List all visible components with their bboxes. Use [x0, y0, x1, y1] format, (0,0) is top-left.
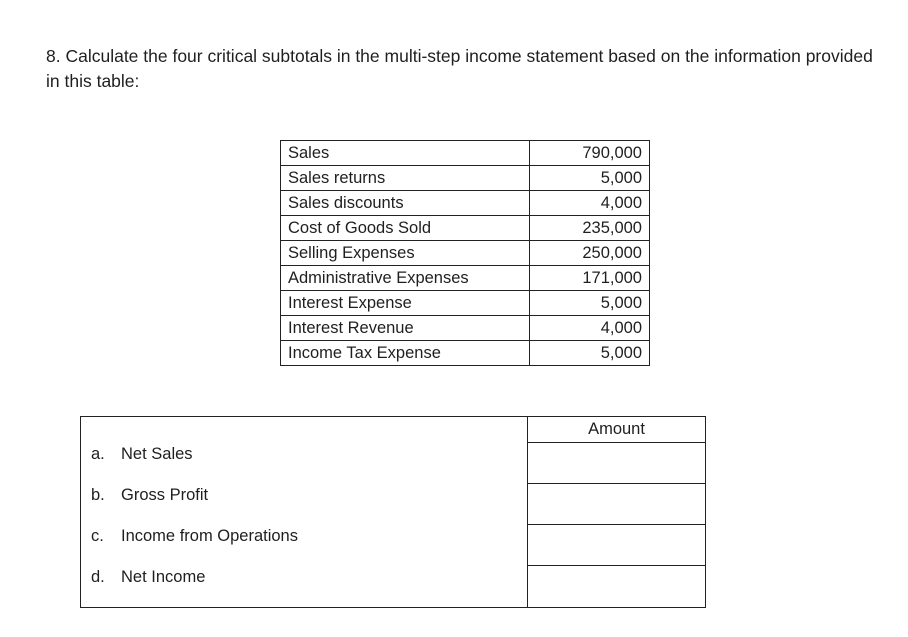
row-value: 4,000: [530, 191, 650, 216]
row-value: 250,000: [530, 241, 650, 266]
item-letter: d.: [91, 567, 105, 586]
row-value: 790,000: [530, 141, 650, 166]
table-row: [281, 266, 650, 291]
row-label: Income Tax Expense: [281, 341, 530, 366]
row-value: 5,000: [530, 166, 650, 191]
table-row: [281, 341, 650, 366]
amount-cell[interactable]: [528, 525, 706, 566]
answer-label-cell: [81, 443, 528, 484]
row-label: Sales: [281, 141, 530, 166]
answer-row: [81, 443, 706, 484]
item-label: Net Income: [121, 567, 206, 586]
answer-row: [81, 566, 706, 608]
table-row: [281, 141, 650, 166]
table-row: [281, 316, 650, 341]
item-letter: a.: [91, 444, 105, 463]
table-row: [281, 241, 650, 266]
row-label: Interest Expense: [281, 291, 530, 316]
item-label: Gross Profit: [121, 485, 209, 504]
amount-column-header: Amount: [528, 417, 706, 443]
table-row: [281, 191, 650, 216]
row-label: Sales returns: [281, 166, 530, 191]
question-column-header: [81, 417, 528, 443]
item-letter: c.: [91, 526, 104, 545]
answer-row: [81, 525, 706, 566]
row-label: Selling Expenses: [281, 241, 530, 266]
income-data-table: [280, 140, 650, 366]
table-row: [281, 166, 650, 191]
amount-cell[interactable]: [528, 443, 706, 484]
answer-header-row: [81, 417, 706, 443]
answer-label-cell: [81, 525, 528, 566]
answer-row: [81, 484, 706, 525]
row-label: Administrative Expenses: [281, 266, 530, 291]
row-value: 5,000: [530, 291, 650, 316]
row-label: Interest Revenue: [281, 316, 530, 341]
amount-cell[interactable]: [528, 566, 706, 608]
row-value: 4,000: [530, 316, 650, 341]
table-row: [281, 216, 650, 241]
amount-cell[interactable]: [528, 484, 706, 525]
row-label: Sales discounts: [281, 191, 530, 216]
row-label: Cost of Goods Sold: [281, 216, 530, 241]
answer-label-cell: [81, 566, 528, 608]
row-value: 235,000: [530, 216, 650, 241]
item-label: Net Sales: [121, 444, 193, 463]
answer-label-cell: [81, 484, 528, 525]
item-label: Income from Operations: [121, 526, 298, 545]
row-value: 171,000: [530, 266, 650, 291]
question-text: 8. Calculate the four critical subtotals in the multi-step income statement based on the information provided in this table:: [46, 46, 873, 91]
answer-table: [80, 416, 706, 608]
table-row: [281, 291, 650, 316]
row-value: 5,000: [530, 341, 650, 366]
item-letter: b.: [91, 485, 105, 504]
